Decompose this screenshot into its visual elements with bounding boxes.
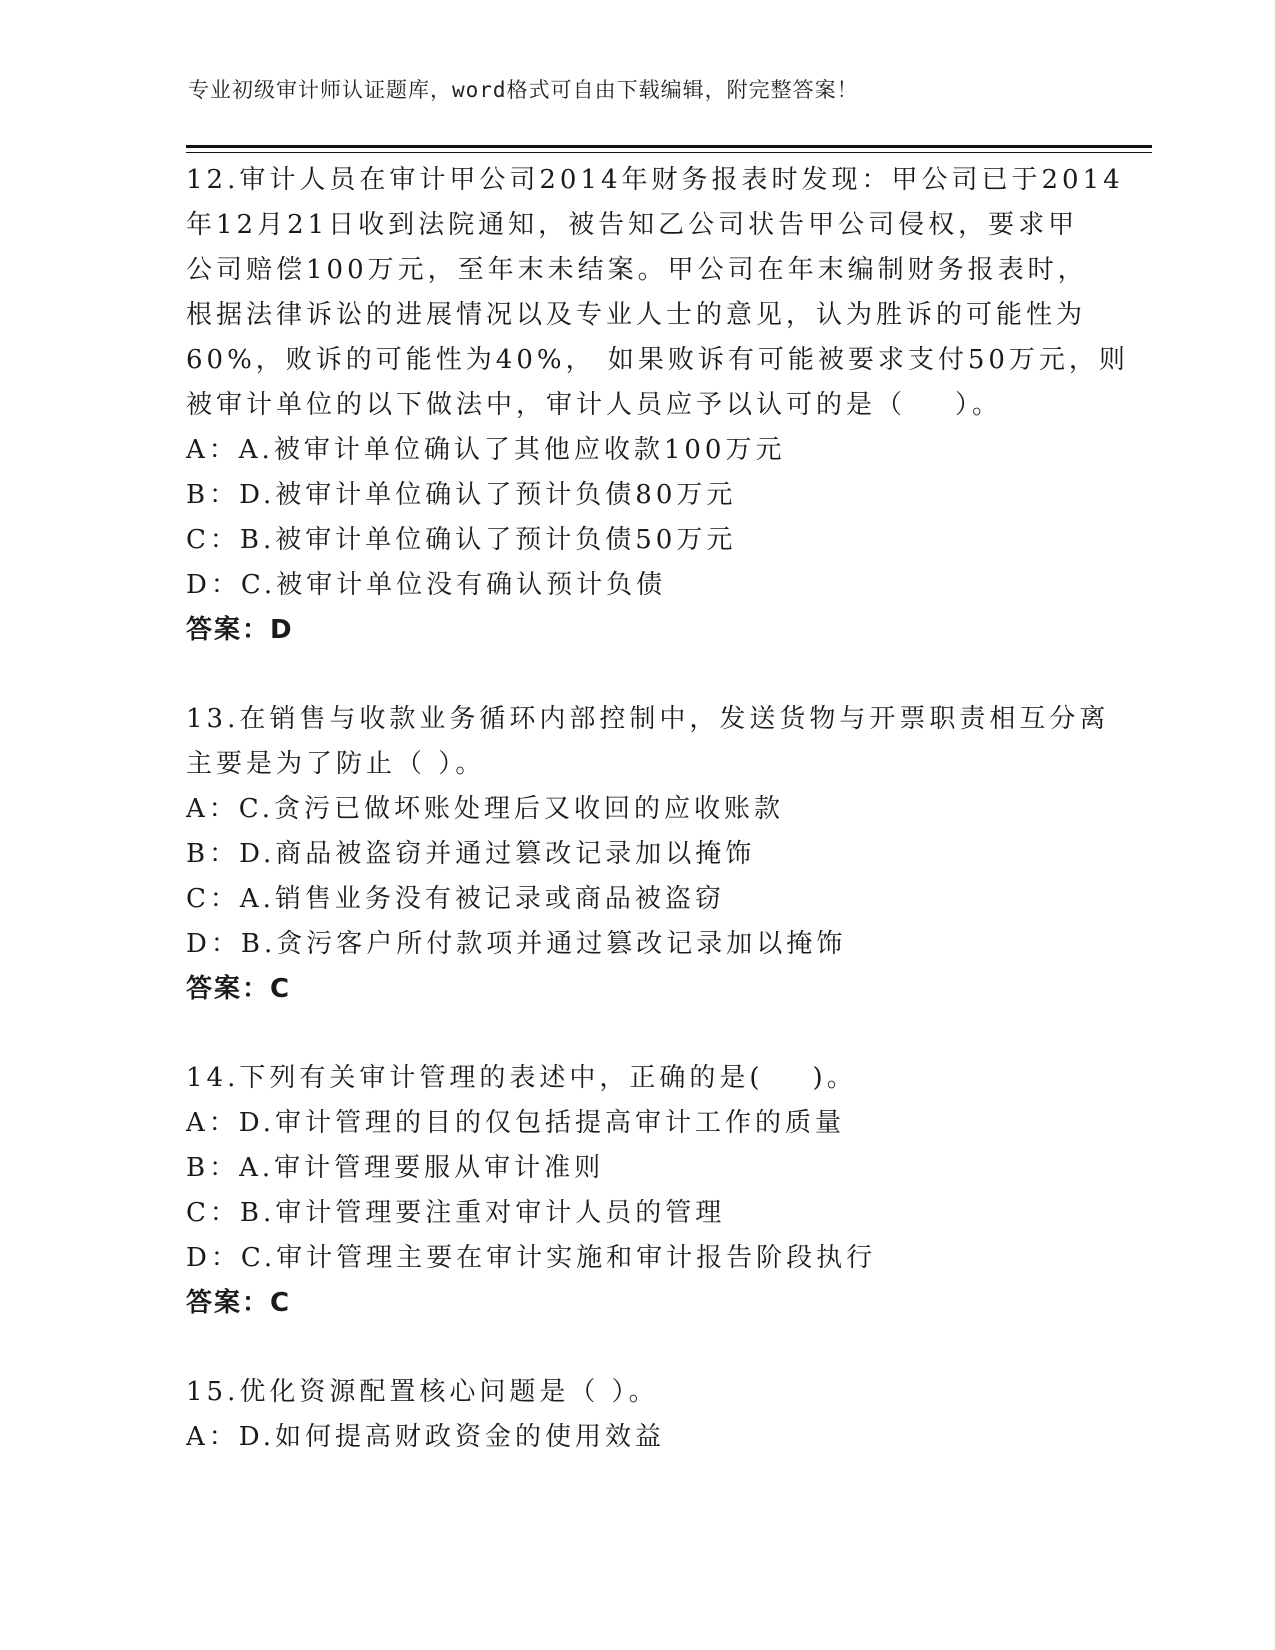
question-stem-line: 15.优化资源配置核心问题是（ ）。	[186, 1377, 659, 1407]
question-15	[186, 1370, 1086, 1460]
page-header: 专业初级审计师认证题库，word格式可自由下载编辑，附完整答案！	[188, 78, 859, 102]
question-stem-line: 被审计单位的以下做法中，审计人员应予以认可的是（ ）。	[186, 390, 1003, 420]
question-stem-line: 公司赔偿100万元，至年末未结案。甲公司在年末编制财务报表时，	[186, 255, 1088, 285]
question-stem-line: 12.审计人员在审计甲公司2014年财务报表时发现：甲公司已于2014	[186, 165, 1124, 195]
option-c: C：A.销售业务没有被记录或商品被盗窃	[186, 884, 725, 914]
header-rule-thin	[186, 152, 1152, 153]
question-stem-line: 主要是为了防止（ ）。	[186, 749, 486, 779]
option-b: B：A.审计管理要服从审计准则	[186, 1153, 605, 1183]
question-list	[186, 158, 1129, 1504]
option-a: A：A.被审计单位确认了其他应收款100万元	[186, 435, 786, 465]
option-c: C：B.审计管理要注重对审计人员的管理	[186, 1198, 726, 1228]
question-13	[186, 697, 1110, 1012]
question-stem-line: 13.在销售与收款业务循环内部控制中，发送货物与开票职责相互分离	[186, 704, 1110, 734]
question-14	[186, 1056, 1086, 1326]
answer-label: 答案：D	[186, 615, 294, 645]
option-a: A：C.贪污已做坏账处理后又收回的应收账款	[186, 794, 785, 824]
option-b: B：D.商品被盗窃并通过篡改记录加以掩饰	[186, 839, 756, 869]
header-rule-thick	[186, 145, 1152, 148]
option-c: C：B.被审计单位确认了预计负债50万元	[186, 525, 737, 555]
option-b: B：D.被审计单位确认了预计负债80万元	[186, 480, 737, 510]
option-a: A：D.如何提高财政资金的使用效益	[186, 1422, 665, 1452]
question-12	[186, 158, 1129, 653]
question-stem-line: 年12月21日收到法院通知，被告知乙公司状告甲公司侵权，要求甲	[186, 210, 1079, 240]
option-d: D：C.审计管理主要在审计实施和审计报告阶段执行	[186, 1243, 877, 1273]
option-d: D：C.被审计单位没有确认预计负债	[186, 570, 667, 600]
question-stem-line: 60%，败诉的可能性为40%， 如果败诉有可能被要求支付50万元，则	[186, 345, 1129, 375]
question-stem-line: 根据法律诉讼的进展情况以及专业人士的意见，认为胜诉的可能性为	[186, 300, 1087, 330]
question-stem-line: 14.下列有关审计管理的表述中，正确的是( )。	[186, 1063, 857, 1093]
option-a: A：D.审计管理的目的仅包括提高审计工作的质量	[186, 1108, 845, 1138]
answer-label: 答案：C	[186, 1288, 292, 1318]
answer-label: 答案：C	[186, 974, 292, 1004]
option-d: D：B.贪污客户所付款项并通过篡改记录加以掩饰	[186, 929, 847, 959]
